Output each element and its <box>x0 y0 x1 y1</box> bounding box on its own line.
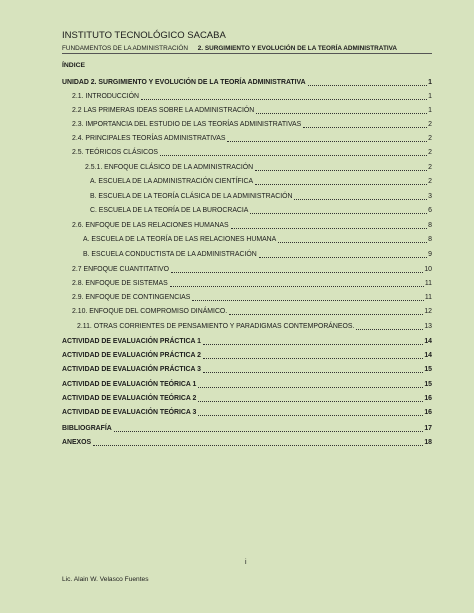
toc-dot-leader <box>198 415 423 416</box>
toc-entry-page: 1 <box>428 107 432 114</box>
toc-entry-label: A. ESCUELA DE LA ADMINISTRACIÓN CIENTÍFICA <box>90 178 254 185</box>
toc-entry-label: ANEXOS <box>62 439 92 446</box>
toc-entry[interactable] <box>83 235 432 245</box>
toc-dot-leader <box>356 329 423 330</box>
subject-name: FUNDAMENTOS DE LA ADMINISTRACIÓN <box>62 45 188 52</box>
toc-entry[interactable] <box>72 307 432 317</box>
toc-dot-leader <box>93 445 423 446</box>
toc-entry-page: 11 <box>424 280 432 287</box>
toc-entry-label: ACTIVIDAD DE EVALUACIÓN TEÓRICA 1 <box>62 381 197 388</box>
toc-dot-leader <box>231 228 428 229</box>
toc-entry-label: A. ESCUELA DE LA TEORÍA DE LAS RELACIONES HUMANA <box>83 236 277 243</box>
toc-entry[interactable] <box>90 177 432 187</box>
toc-dot-leader <box>256 113 427 114</box>
toc-dot-leader <box>114 431 424 432</box>
toc-entry[interactable] <box>72 293 432 303</box>
toc-dot-leader <box>278 242 427 243</box>
toc-entry-label: 2.11. OTRAS CORRIENTES DE PENSAMIENTO Y PARADIGMAS CONTEMPORÁNEOS. <box>77 323 355 330</box>
toc-entry-label: 2.5. TEÓRICOS CLÁSICOS <box>72 149 159 156</box>
toc-dot-leader <box>308 85 428 86</box>
toc-entry-label: ACTIVIDAD DE EVALUACIÓN PRÁCTICA 2 <box>62 352 201 359</box>
toc-dot-leader <box>170 286 424 287</box>
toc-entry[interactable] <box>72 120 432 130</box>
toc-dot-leader <box>171 272 423 273</box>
toc-dot-leader <box>203 344 423 345</box>
index-title: ÍNDICE <box>62 62 86 69</box>
toc-entry-label: 2.2 LAS PRIMERAS IDEAS SOBRE LA ADMINISTRACIÓN <box>72 107 255 114</box>
toc-entry-page: 13 <box>424 323 432 330</box>
toc-entry-page: 2 <box>428 121 432 128</box>
toc-entry-label: 2.8. ENFOQUE DE SISTEMAS <box>72 280 168 287</box>
header-divider <box>62 53 432 54</box>
toc-entry-label: 2.1. INTRODUCCIÓN <box>72 93 139 100</box>
toc-entry-label: 2.4. PRINCIPALES TEORÍAS ADMINISTRATIVAS <box>72 135 226 142</box>
toc-dot-leader <box>294 199 427 200</box>
toc-entry[interactable] <box>62 380 432 390</box>
toc-entry-label: 2.10. ENFOQUE DEL COMPROMISO DINÁMICO. <box>72 308 228 315</box>
toc-dot-leader <box>141 99 427 100</box>
toc-entry[interactable] <box>85 163 432 173</box>
toc-entry-label: 2.6. ENFOQUE DE LAS RELACIONES HUMANAS <box>72 222 229 229</box>
toc-entry-page: 14 <box>424 352 432 359</box>
toc-dot-leader <box>229 314 423 315</box>
toc-entry[interactable] <box>90 206 432 216</box>
toc-entry-page: 8 <box>428 222 432 229</box>
toc-entry[interactable] <box>62 408 432 418</box>
author-footer: Lic. Alain W. Velasco Fuentes <box>62 576 149 583</box>
toc-entry-page: 6 <box>428 207 432 214</box>
toc-dot-leader <box>250 213 427 214</box>
toc-entry-page: 12 <box>424 308 432 315</box>
toc-entry[interactable] <box>72 265 432 275</box>
toc-entry-page: 2 <box>428 178 432 185</box>
toc-entry-label: ACTIVIDAD DE EVALUACIÓN TEÓRICA 2 <box>62 395 197 402</box>
toc-entry[interactable] <box>62 337 432 347</box>
toc-entry-page: 10 <box>424 266 432 273</box>
toc-entry-page: 3 <box>428 193 432 200</box>
toc-entry[interactable] <box>62 424 432 434</box>
toc-entry-label: C. ESCUELA DE LA TEORÍA DE LA BUROCRACIA <box>90 207 249 214</box>
toc-dot-leader <box>303 127 427 128</box>
toc-entry[interactable] <box>62 394 432 404</box>
toc-entry-label: 2.3. IMPORTANCIA DEL ESTUDIO DE LAS TEORÍAS ADMINISTRATIVAS <box>72 121 302 128</box>
toc-entry-page: 11 <box>424 294 432 301</box>
toc-entry-page: 17 <box>424 425 432 432</box>
toc-entry-label: 2.5.1. ENFOQUE CLÁSICO DE LA ADMINISTRACIÓN <box>85 164 254 171</box>
toc-entry[interactable] <box>62 351 432 361</box>
toc-entry[interactable] <box>83 250 432 260</box>
toc-entry-page: 8 <box>428 236 432 243</box>
toc-entry[interactable] <box>90 192 432 202</box>
toc-dot-leader <box>160 155 427 156</box>
toc-entry-label: 2.7 ENFOQUE CUANTITATIVO <box>72 266 169 273</box>
toc-entry-label: BIBLIOGRAFÍA <box>62 425 112 432</box>
toc-dot-leader <box>255 184 427 185</box>
toc-entry-page: 1 <box>428 93 432 100</box>
toc-entry[interactable] <box>72 148 432 158</box>
toc-entry[interactable] <box>72 221 432 231</box>
toc-entry-label: UNIDAD 2. SURGIMIENTO Y EVOLUCIÓN DE LA TEORÍA ADMINISTRATIVA <box>62 79 306 86</box>
toc-entry-label: 2.9. ENFOQUE DE CONTINGENCIAS <box>72 294 191 301</box>
toc-entry[interactable] <box>72 134 432 144</box>
toc-entry[interactable] <box>62 78 432 88</box>
toc-entry[interactable] <box>72 106 432 116</box>
toc-entry[interactable] <box>62 365 432 375</box>
toc-entry-page: 16 <box>424 409 432 416</box>
toc-entry-label: B. ESCUELA DE LA TEORÍA CLÁSICA DE LA ADMINISTRACIÓN <box>90 193 293 200</box>
toc-entry-label: ACTIVIDAD DE EVALUACIÓN PRÁCTICA 1 <box>62 338 201 345</box>
toc-entry-page: 2 <box>428 135 432 142</box>
running-header <box>62 45 397 52</box>
toc-entry-page: 9 <box>428 251 432 258</box>
toc-dot-leader <box>259 257 427 258</box>
toc-entry[interactable] <box>72 92 432 102</box>
toc-entry-label: ACTIVIDAD DE EVALUACIÓN TEÓRICA 3 <box>62 409 197 416</box>
toc-dot-leader <box>198 401 423 402</box>
toc-entry[interactable] <box>62 438 432 448</box>
toc-dot-leader <box>255 170 427 171</box>
toc-dot-leader <box>192 300 424 301</box>
topic-title: 2. SURGIMIENTO Y EVOLUCIÓN DE LA TEORÍA ADMINISTRATIVA <box>197 45 398 52</box>
toc-entry-page: 18 <box>424 439 432 446</box>
toc-entry[interactable] <box>72 279 432 289</box>
toc-entry-page: 2 <box>428 149 432 156</box>
toc-entry-page: 15 <box>424 381 432 388</box>
page-number: i <box>245 559 247 566</box>
toc-dot-leader <box>227 141 427 142</box>
toc-entry-page: 1 <box>428 79 432 86</box>
toc-dot-leader <box>203 358 423 359</box>
institution-name: INSTITUTO TECNOLÓGICO SACABA <box>62 30 226 41</box>
toc-entry-label: B. ESCUELA CONDUCTISTA DE LA ADMINISTRACIÓN <box>83 251 257 258</box>
toc-entry-page: 15 <box>424 366 432 373</box>
toc-entry-page: 16 <box>424 395 432 402</box>
toc-entry-page: 2 <box>428 164 432 171</box>
toc-dot-leader <box>203 372 423 373</box>
toc-entry-page: 14 <box>424 338 432 345</box>
toc-entry[interactable] <box>77 322 432 332</box>
toc-entry-label: ACTIVIDAD DE EVALUACIÓN PRÁCTICA 3 <box>62 366 201 373</box>
toc-dot-leader <box>198 387 423 388</box>
